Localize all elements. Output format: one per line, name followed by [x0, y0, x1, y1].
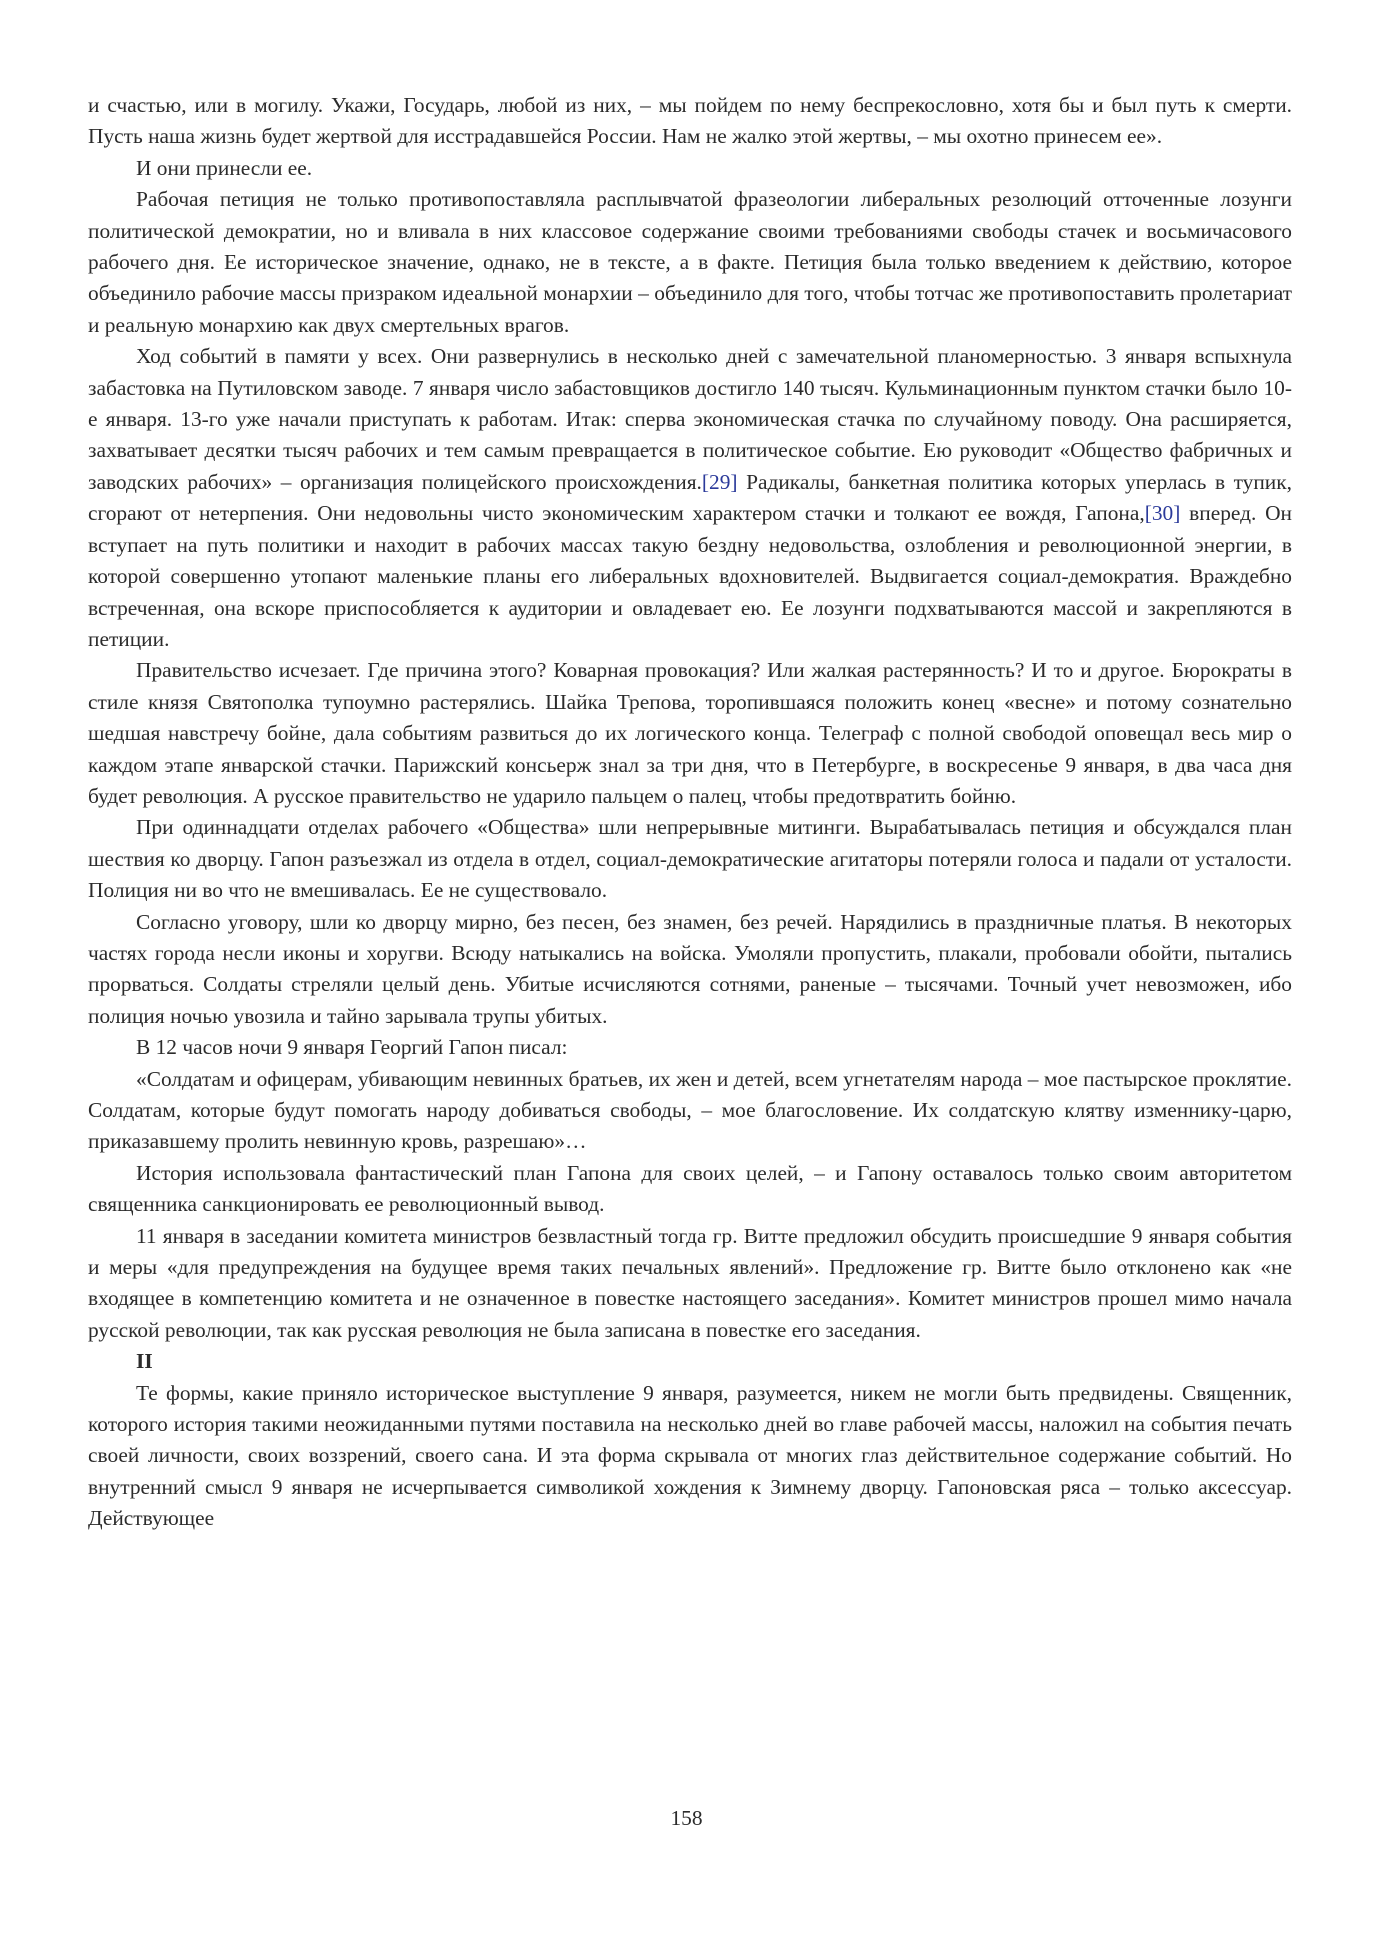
paragraph-10: История использовала фантастический план Гапона для своих целей, – и Гапону оставалось только своим авторитетом священника санкционировать ее революционный вывод. — [88, 1160, 1292, 1217]
paragraph-4-part-a: Ход событий в памяти у всех. Они развернулись в несколько дней с замечательной планомерностью. 3 января вспыхнула забастовка на Путиловском заводе. 7 января число забастовщиков достигло 140 тысяч. Кульминационным пунктом стачки было 10-е января. 13-го уже начали приступать к работам. Итак: сперва экономическая стачка по случайному поводу. Она расширяется, захватывает десятки тысяч рабочих и тем самым превращается в политическое событие. Ею руководит «Общество фабричных и заводских рабочих» – организация полицейского происхождения. — [88, 344, 1292, 494]
page-number: 158 — [670, 1806, 703, 1830]
paragraph-3: Рабочая петиция не только противопоставляла расплывчатой фразеологии либеральных резолюций отточенные лозунги политической демократии, но и вливала в них классовое содержание своими требованиями свободы стачек и восьмичасового рабочего дня. Ее историческое значение, однако, не в тексте, а в факте. Петиция была только введением к действию, которое объединило рабочие массы призраком идеальной монархии – объединило для того, чтобы тотчас же противопоставить пролетариат и реальную монархию как двух смертельных врагов. — [88, 187, 1292, 337]
paragraph-5: Правительство исчезает. Где причина этого? Коварная провокация? Или жалкая растерянность? И то и другое. Бюрократы в стиле князя Святополка тупоумно растерялись. Шайка Трепова, торопившаяся положить конец «весне» и потому сознательно шедшая навстречу бойне, дала событиям развиться до их логического конца. Телеграф с полной свободой оповещал весь мир о каждом этапе январской стачки. Парижский консьерж знал за три дня, что в Петербурге, в воскресенье 9 января, в два часа дня будет революция. А русское правительство не ударило пальцем о палец, чтобы предотвратить бойню. — [88, 658, 1292, 808]
paragraph-8: В 12 часов ночи 9 января Георгий Гапон писал: — [136, 1035, 568, 1060]
paragraph-4-part-b: Радикалы, банкетная политика которых уперлась в тупик, сгорают от нетерпения. Они недовольны чисто экономическим характером стачки и толкают ее вождя, Гапона, — [88, 469, 1292, 526]
page-body — [88, 90, 1292, 1535]
paragraph-9-quote: «Солдатам и офицерам, убивающим невинных братьев, их жен и детей, всем угнетателям народа – мое пастырское проклятие. Солдатам, которые будут помогать народу добиваться свободы, – мое благословение. Их солдатскую клятву изменнику-царю, приказавшему пролить невинную кровь, разрешаю»… — [88, 1066, 1292, 1154]
paragraph-12: Те формы, какие приняло историческое выступление 9 января, разумеется, никем не могли быть предвидены. Священник, которого история такими неожиданными путями поставила на несколько дней во главе рабочей массы, наложил на события печать своей личности, своих воззрений, своего сана. И эта форма скрывала от многих глаз действительное содержание событий. Но внутренний смысл 9 января не исчерпывается символикой хождения к Зимнему дворцу. Гапоновская ряса – только аксессуар. Действующее — [88, 1380, 1292, 1531]
section-heading: II — [136, 1349, 153, 1374]
footnote-link-29[interactable]: [29] — [701, 469, 738, 494]
paragraph-6: При одиннадцати отделах рабочего «Общества» шли непрерывные митинги. Вырабатывалась петиция и обсуждался план шествия ко дворцу. Гапон разъезжал из отдела в отдел, социал-демократические агитаторы потеряли голоса и падали от усталости. Полиция ни во что не вмешивалась. Ее не существовало. — [88, 815, 1292, 903]
paragraph-1: и счастью, или в могилу. Укажи, Государь, любой из них, – мы пойдем по нему беспрекословно, хотя бы и был путь к смерти. Пусть наша жизнь будет жертвой для исстрадавшейся России. Нам не жалко этой жертвы, – мы охотно принесем ее». — [88, 93, 1292, 149]
paragraph-4 — [88, 341, 1292, 655]
paragraph-2: И они принесли ее. — [136, 155, 313, 180]
paragraph-7: Согласно уговору, шли ко дворцу мирно, без песен, без знамен, без речей. Нарядились в праздничные платья. В некоторых частях города несли иконы и хоругви. Всюду натыкались на войска. Умоляли пропустить, плакали, пробовали обойти, пытались прорваться. Солдаты стреляли целый день. Убитые исчисляются сотнями, раненые – тысячами. Точный учет невозможен, ибо полиция ночью увозила и тайно зарывала трупы убитых. — [88, 909, 1292, 1028]
paragraph-11: 11 января в заседании комитета министров безвластный тогда гр. Витте предложил обсудить происшедшие 9 января события и меры «для предупреждения на будущее время таких печальных явлений». Предложение гр. Витте было отклонено как «не входящее в компетенцию комитета и не означенное в повестке настоящего заседания». Комитет министров прошел мимо начала русской революции, так как русская революция не была записана в повестке его заседания. — [88, 1223, 1292, 1342]
paragraph-4-part-c: вперед. Он вступает на путь политики и находит в рабочих массах такую бездну недовольства, озлобления и революционной энергии, в которой совершенно утопают маленькие планы его либеральных вдохновителей. Выдвигается социал-демократия. Враждебно встреченная, она вскоре приспособляется к аудитории и овладевает ею. Ее лозунги подхватываются массой и закрепляются в петиции. — [88, 501, 1292, 651]
footnote-link-30[interactable]: [30] — [1144, 501, 1181, 526]
